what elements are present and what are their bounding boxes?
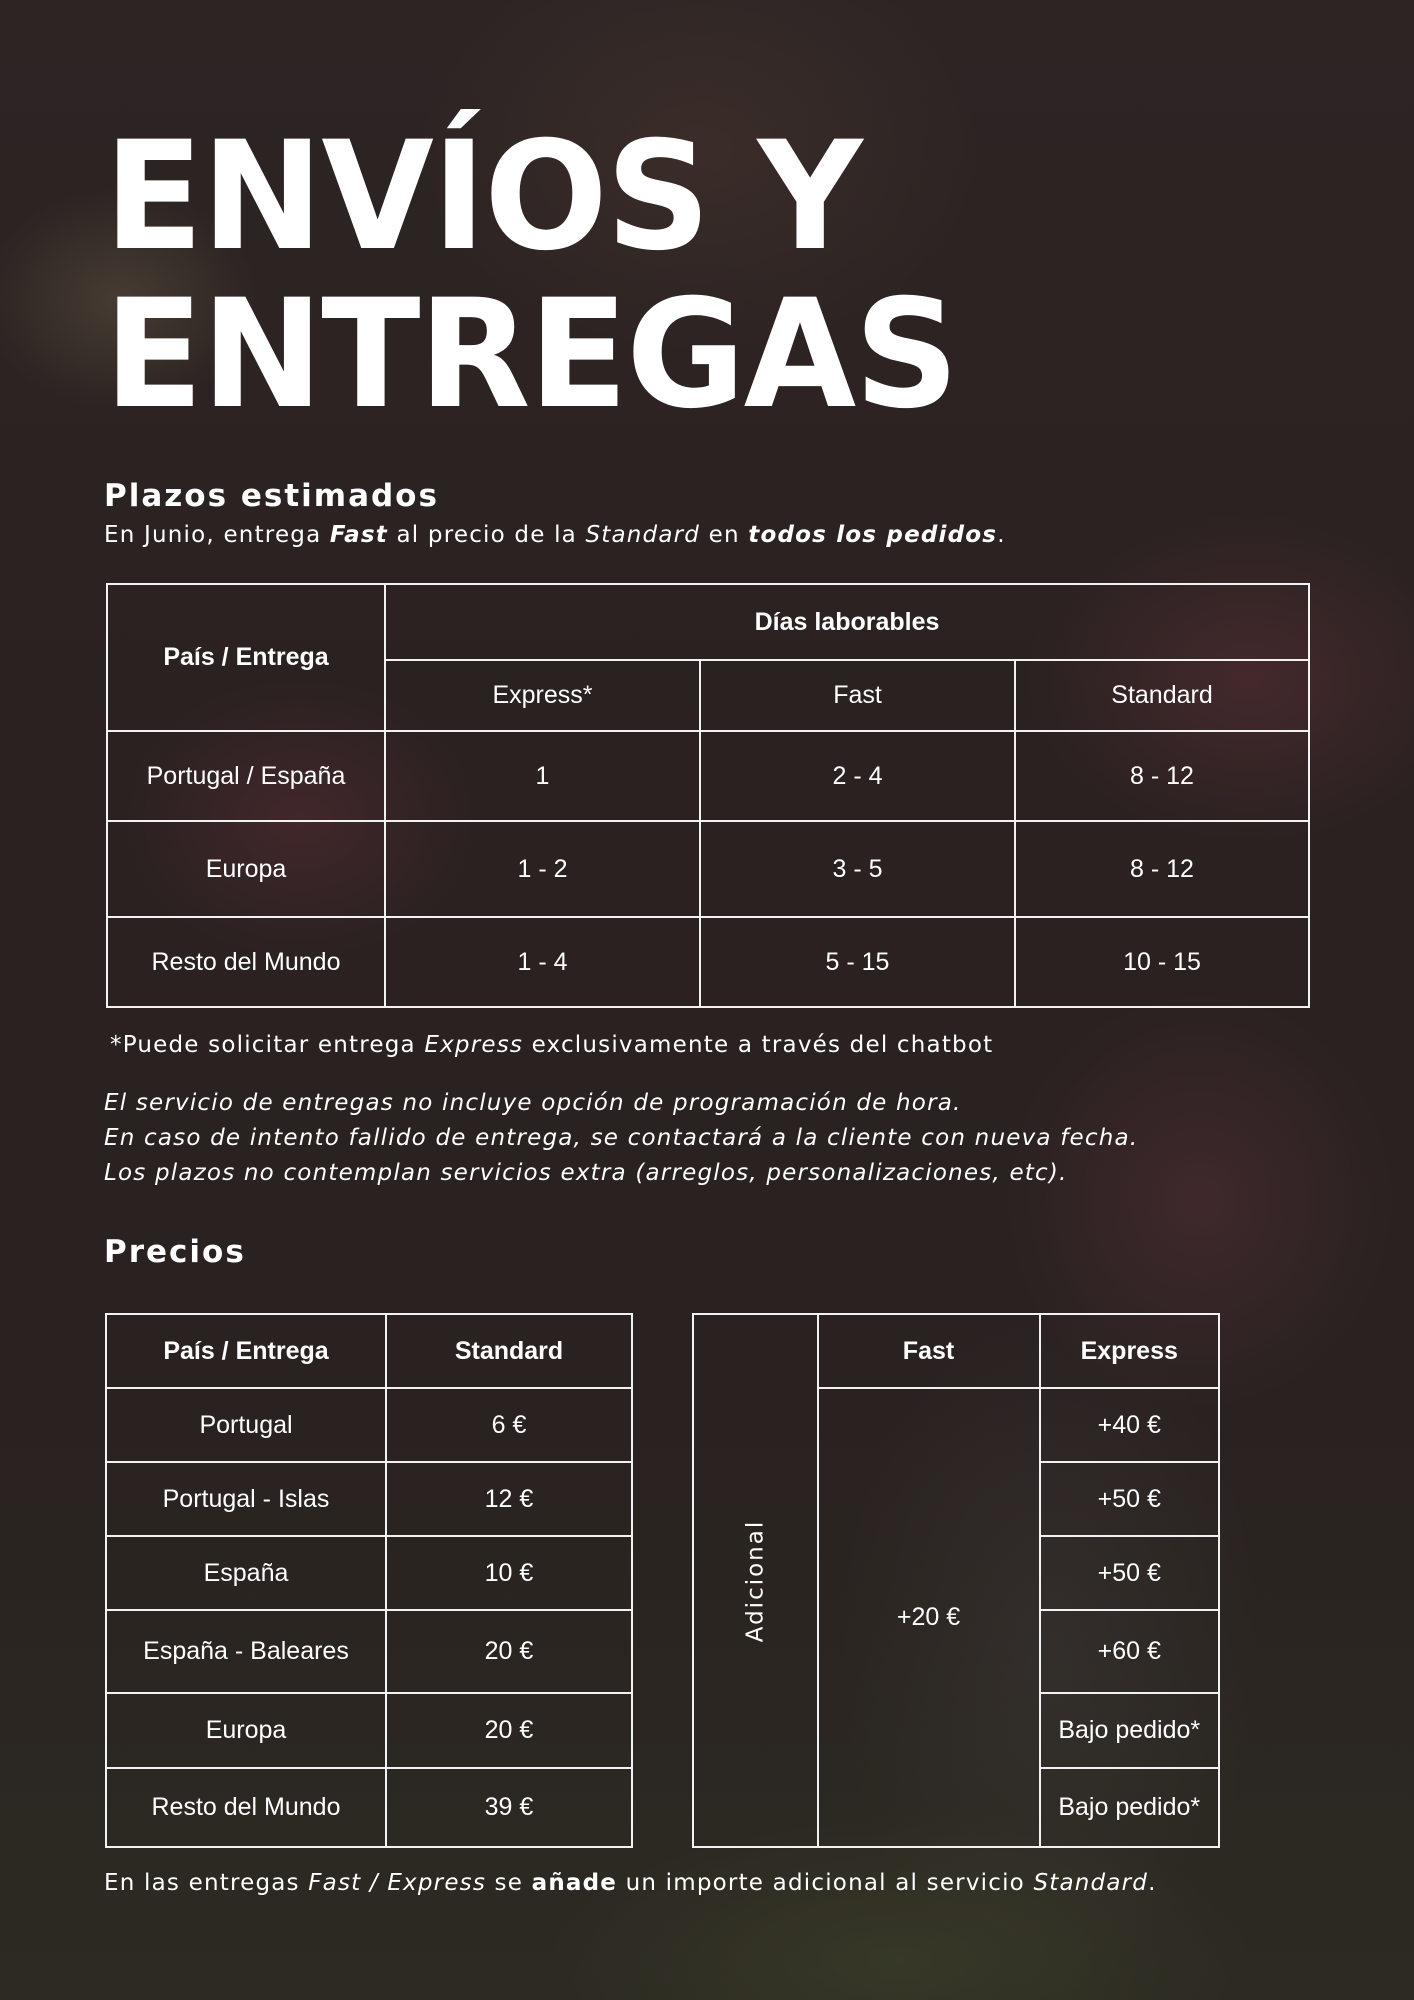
express-value: +60 € [1040, 1610, 1220, 1693]
footnote-express: Express [424, 1032, 524, 1058]
intro-text: al precio de la [387, 522, 586, 548]
intro-text: En Junio, entrega [104, 522, 330, 548]
plazos-cell: 8 - 12 [1015, 731, 1309, 821]
footnote-text: *Puede solicitar entrega [110, 1032, 425, 1058]
plazos-col-standard: Standard [1015, 660, 1309, 731]
plazos-cell: 1 - 4 [385, 917, 700, 1007]
table-row [107, 917, 1309, 1007]
precios-heading: Precios [104, 1234, 246, 1270]
footer-text: . [1148, 1870, 1157, 1896]
plazos-intro [104, 522, 1006, 548]
price-country: Portugal - Islas [106, 1462, 386, 1536]
title-line-2: ENTREGAS [104, 268, 958, 442]
table-row [106, 1462, 632, 1536]
plazos-row-name: Resto del Mundo [107, 917, 385, 1007]
plazos-table [106, 583, 1310, 1008]
footer-text: se [486, 1870, 532, 1896]
table-row [106, 1768, 632, 1847]
price-header-standard: Standard [386, 1314, 632, 1388]
note-line: Los plazos no contemplan servicios extra (arreglos, personalizaciones, etc). [104, 1160, 1068, 1186]
intro-fast: Fast [329, 522, 388, 548]
note-line: El servicio de entregas no incluye opción de programación de hora. [104, 1090, 962, 1116]
intro-text: en [700, 522, 749, 548]
extra-header-fast: Fast [818, 1314, 1040, 1388]
price-value: 10 € [386, 1536, 632, 1610]
plazos-cell: 5 - 15 [700, 917, 1015, 1007]
footer-adds: añade [531, 1870, 618, 1896]
price-value: 20 € [386, 1610, 632, 1693]
plazos-row-name: Europa [107, 821, 385, 917]
table-row [106, 1388, 632, 1462]
footer-text: un importe adicional al servicio [617, 1870, 1034, 1896]
footer-fast-express: Fast / Express [308, 1870, 487, 1896]
price-country: España - Baleares [106, 1610, 386, 1693]
footnote-text: exclusivamente a través del chatbot [523, 1032, 994, 1058]
plazos-cell: 2 - 4 [700, 731, 1015, 821]
footer-text: En las entregas [104, 1870, 309, 1896]
price-country: Resto del Mundo [106, 1768, 386, 1847]
page-title [104, 110, 958, 442]
express-value: +50 € [1040, 1536, 1220, 1610]
precios-footer [104, 1870, 1157, 1896]
price-value: 6 € [386, 1388, 632, 1462]
table-row [107, 731, 1309, 821]
plazos-cell: 3 - 5 [700, 821, 1015, 917]
footer-standard: Standard [1033, 1870, 1149, 1896]
table-row [106, 1536, 632, 1610]
price-value: 39 € [386, 1768, 632, 1847]
intro-standard: Standard [585, 522, 701, 548]
plazos-cell: 8 - 12 [1015, 821, 1309, 917]
title-line-1: ENVÍOS Y [104, 110, 861, 284]
price-value: 12 € [386, 1462, 632, 1536]
note-line: En caso de intento fallido de entrega, se contactará a la cliente con nueva fecha. [104, 1125, 1139, 1151]
plazos-corner-header: País / Entrega [107, 584, 385, 731]
additional-label: Adicional [742, 1519, 769, 1643]
delivery-notes [104, 1086, 1138, 1191]
plazos-col-fast: Fast [700, 660, 1015, 731]
price-country: España [106, 1536, 386, 1610]
price-value: 20 € [386, 1693, 632, 1768]
express-value: +40 € [1040, 1388, 1220, 1462]
additional-side-cell [693, 1314, 818, 1847]
plazos-heading: Plazos estimados [104, 478, 439, 514]
plazos-cell: 10 - 15 [1015, 917, 1309, 1007]
standard-price-table [105, 1313, 633, 1848]
price-country: Portugal [106, 1388, 386, 1462]
plazos-col-express: Express* [385, 660, 700, 731]
table-row [106, 1693, 632, 1768]
table-row [106, 1610, 632, 1693]
plazos-group-header: Días laborables [385, 584, 1309, 660]
intro-all-orders: todos los pedidos [748, 522, 998, 548]
price-country: Europa [106, 1693, 386, 1768]
price-header-country: País / Entrega [106, 1314, 386, 1388]
express-footnote [110, 1032, 993, 1058]
express-value: Bajo pedido* [1040, 1768, 1220, 1847]
fast-additional-value: +20 € [818, 1388, 1040, 1847]
express-value: +50 € [1040, 1462, 1220, 1536]
intro-text: . [997, 522, 1006, 548]
table-row [107, 821, 1309, 917]
plazos-cell: 1 [385, 731, 700, 821]
plazos-cell: 1 - 2 [385, 821, 700, 917]
extra-header-express: Express [1040, 1314, 1220, 1388]
express-value: Bajo pedido* [1040, 1693, 1220, 1768]
plazos-row-name: Portugal / España [107, 731, 385, 821]
additional-price-table [692, 1313, 1220, 1848]
